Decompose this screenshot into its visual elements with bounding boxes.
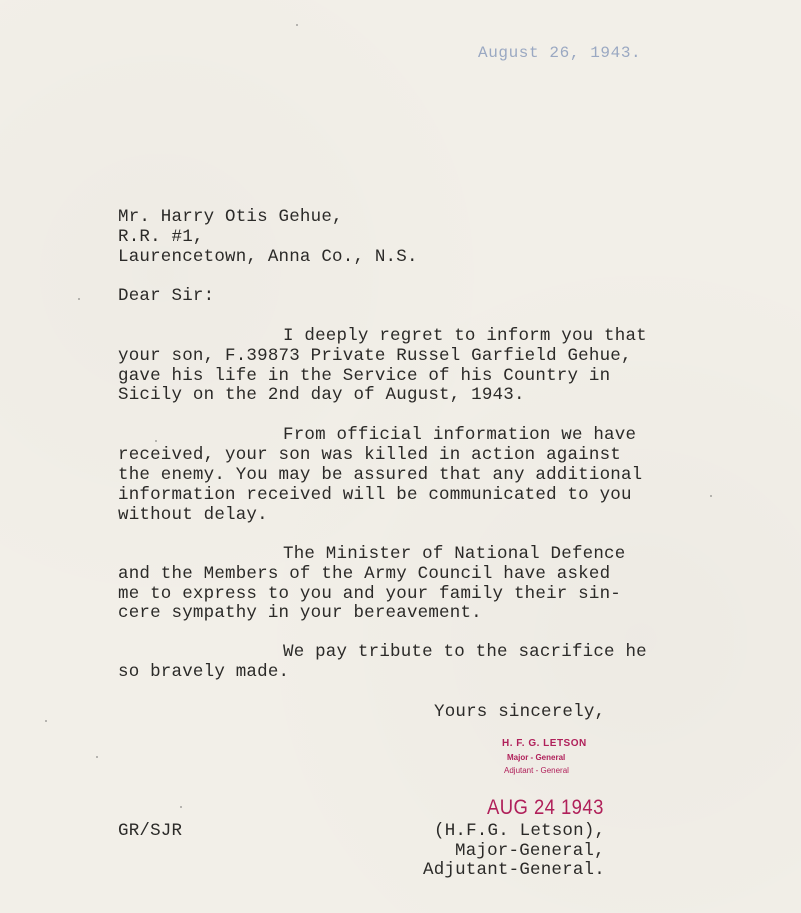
paper-speck <box>78 298 80 300</box>
paragraph-4-line-2: so bravely made. <box>118 662 290 682</box>
paragraph-2-line-4: information received will be communicated to you <box>118 485 632 505</box>
paragraph-1-line-4: Sicily on the 2nd day of August, 1943. <box>118 385 525 405</box>
address-line-town: Laurencetown, Anna Co., N.S. <box>118 247 418 267</box>
signatory-title: Adjutant-General. <box>423 860 605 880</box>
signature-stamp-rank: Major - General <box>507 753 566 762</box>
paragraph-3-line-3: me to express to you and your family their sin- <box>118 584 621 604</box>
paragraph-1-line-2: your son, F.39873 Private Russel Garfield Gehue, <box>118 346 632 366</box>
paragraph-2-line-5: without delay. <box>118 505 268 525</box>
paper-speck <box>180 806 182 808</box>
paragraph-2-line-3: the enemy. You may be assured that any additional <box>118 465 643 485</box>
signature-stamp-title: Adjutant - General <box>504 766 569 775</box>
paragraph-3-line-4: cere sympathy in your bereavement. <box>118 603 482 623</box>
signatory-name: (H.F.G. Letson), <box>434 821 606 841</box>
paper-speck <box>710 495 712 497</box>
paper-speck <box>155 440 157 442</box>
paragraph-4-line-1: We pay tribute to the sacrifice he <box>283 642 647 662</box>
paragraph-2-line-2: received, your son was killed in action against <box>118 445 621 465</box>
paragraph-3-line-1: The Minister of National Defence <box>283 544 626 564</box>
paragraph-1-line-3: gave his life in the Service of his Country in <box>118 366 611 386</box>
paragraph-1-line-1: I deeply regret to inform you that <box>283 326 647 346</box>
closing: Yours sincerely, <box>434 702 606 722</box>
signatory-rank: Major-General, <box>455 841 605 861</box>
paragraph-2-line-1: From official information we have <box>283 425 637 445</box>
address-line-route: R.R. #1, <box>118 227 204 247</box>
signature-stamp-name: H. F. G. LETSON <box>502 738 587 749</box>
letter-date: August 26, 1943. <box>478 44 642 62</box>
paper-speck <box>45 720 47 722</box>
paper-speck <box>296 24 298 26</box>
salutation: Dear Sir: <box>118 286 215 306</box>
address-line-name: Mr. Harry Otis Gehue, <box>118 207 343 227</box>
reference-initials: GR/SJR <box>118 821 183 841</box>
received-date-stamp: AUG 24 1943 <box>487 796 604 819</box>
paragraph-3-line-2: and the Members of the Army Council have asked <box>118 564 611 584</box>
paper-speck <box>96 756 98 758</box>
